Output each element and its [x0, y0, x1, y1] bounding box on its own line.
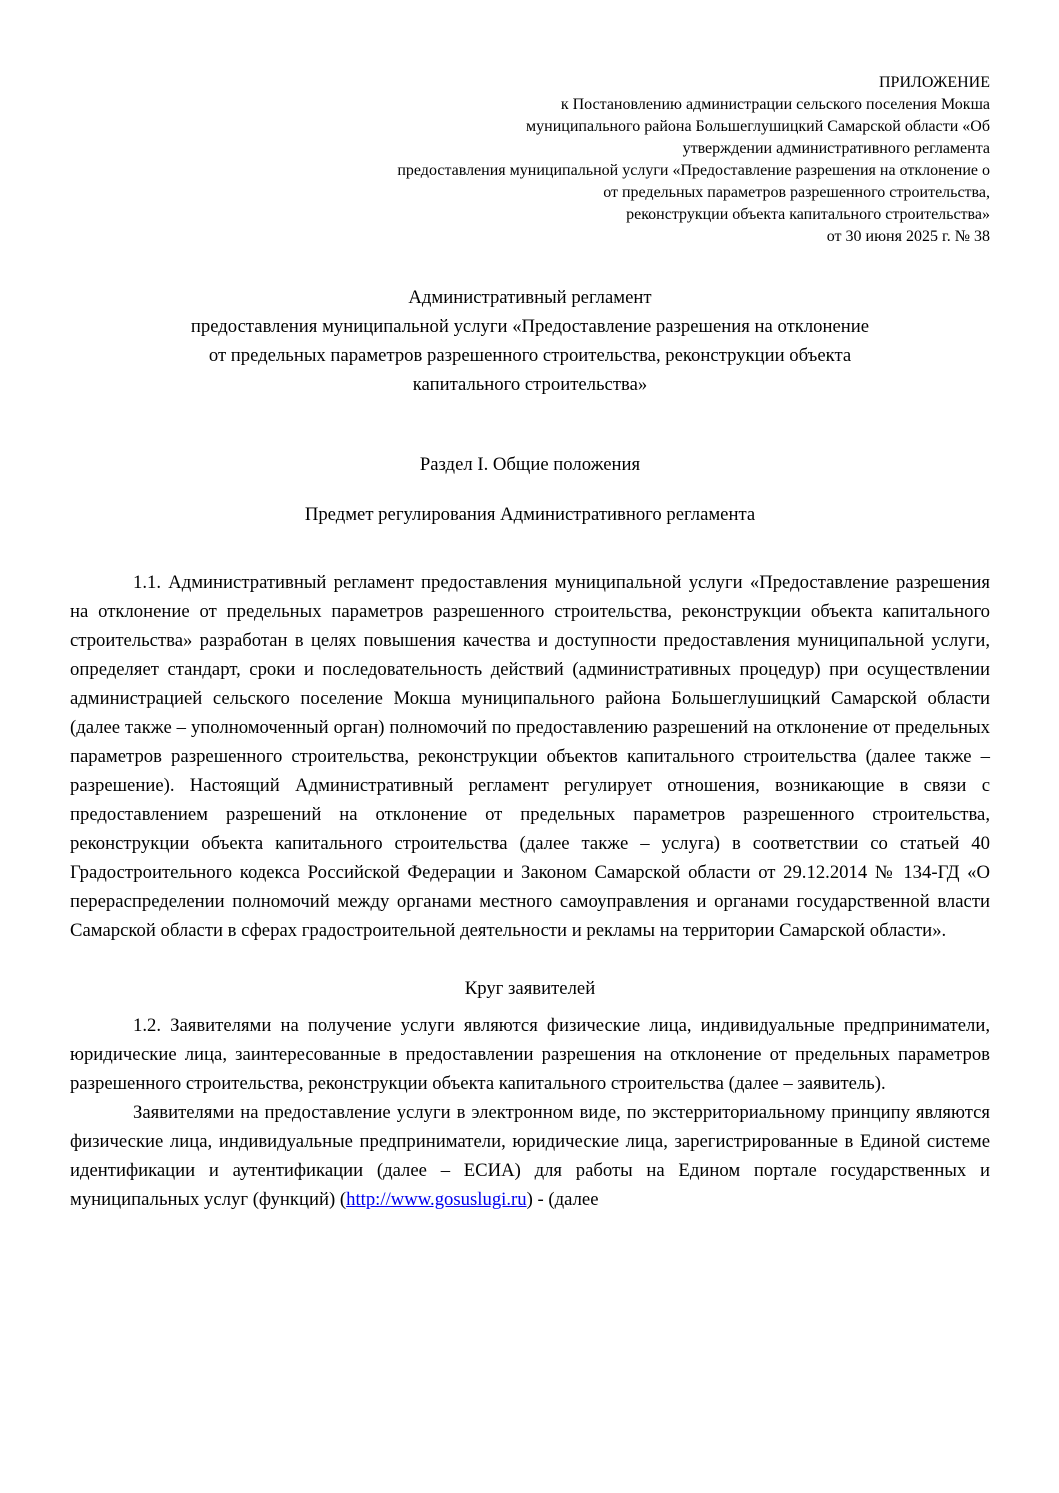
paragraph-electronic-text-before: Заявителями на предоставление услуги в электронном виде, по экстерриториальному принципу являются физические лица, индивидуальные предприниматели, юридические лица, зарегистрированные в Единой системе идентификации и аутентификации (далее – ЕСИА) для работы на Едином портале государственных и муниципальных услуг (функций) ( [70, 1102, 990, 1210]
header-date-number-line: от 30 июня 2025 г. № 38 [826, 228, 990, 245]
paragraph-1-2: 1.2. Заявителями на получение услуги являются физические лица, индивидуальные предприниматели, юридические лица, заинтересованные в предоставлении разрешения на отклонение от предельных параметров разрешенного строительства, реконструкции объекта капитального строительства (далее – заявитель). [70, 1015, 990, 1094]
applicants-heading: Круг заявителей [464, 978, 596, 999]
paragraph-electronic-applicants [70, 1098, 990, 1214]
title-line: предоставления муниципальной услуги «Предоставление разрешения на отклонение [190, 316, 870, 337]
document-title [70, 283, 990, 399]
gosuslugi-link[interactable]: http://www.gosuslugi.ru [346, 1189, 527, 1210]
header-line: ПРИЛОЖЕНИЕ [878, 74, 990, 91]
header-line: к Постановлению администрации сельского поселения Мокша [560, 96, 990, 113]
header-line: утверждении административного регламента [682, 140, 990, 157]
header-line: реконструкции объекта капитального строительства» [626, 206, 990, 223]
title-line: от предельных параметров разрешенного строительства, реконструкции объекта [208, 345, 852, 366]
title-line: Административный регламент [408, 287, 652, 308]
document-approval-header [70, 72, 990, 248]
subsection-heading: Предмет регулирования Административного регламента [304, 504, 756, 525]
header-line: от предельных параметров разрешенного строительства, [603, 184, 990, 201]
paragraph-1-1: 1.1. Административный регламент предоставления муниципальной услуги «Предоставление разрешения на отклонение от предельных параметров разрешенного строительства, реконструкции объекта капитального строительства» разработан в целях повышения качества и доступности предоставления муниципальной услуги, определяет стандарт, сроки и последовательность действий (административных процедур) при осуществлении администрацией сельского поселение Мокша муниципального района Большеглушицкий Самарской области (далее также – уполномоченный орган) полномочий по предоставлению разрешений на отклонение от предельных параметров разрешенного строительства, реконструкции объектов капитального строительства (далее также – разрешение). Настоящий Административный регламент регулирует отношения, возникающие в связи с предоставлением разрешений на отклонение от предельных параметров разрешенного строительства, реконструкции объекта капитального строительства (далее также – услуга) в соответствии со статьей 40 Градостроительного кодекса Российской Федерации и Законом Самарской области от 29.12.2014 № 134-ГД «О перераспределении полномочий между органами местного самоуправления и органами государственной власти Самарской области в сферах градостроительной деятельности и рекламы на территории Самарской области». [70, 572, 990, 941]
header-line: муниципального района Большеглушицкий Самарской области «Об [526, 118, 990, 135]
header-line: предоставления муниципальной услуги «Предоставление разрешения на отклонение о [397, 162, 990, 179]
section-heading: Раздел I. Общие положения [419, 454, 641, 475]
title-line: капитального строительства» [412, 374, 648, 395]
paragraph-electronic-text-after: ) - (далее [526, 1189, 599, 1210]
